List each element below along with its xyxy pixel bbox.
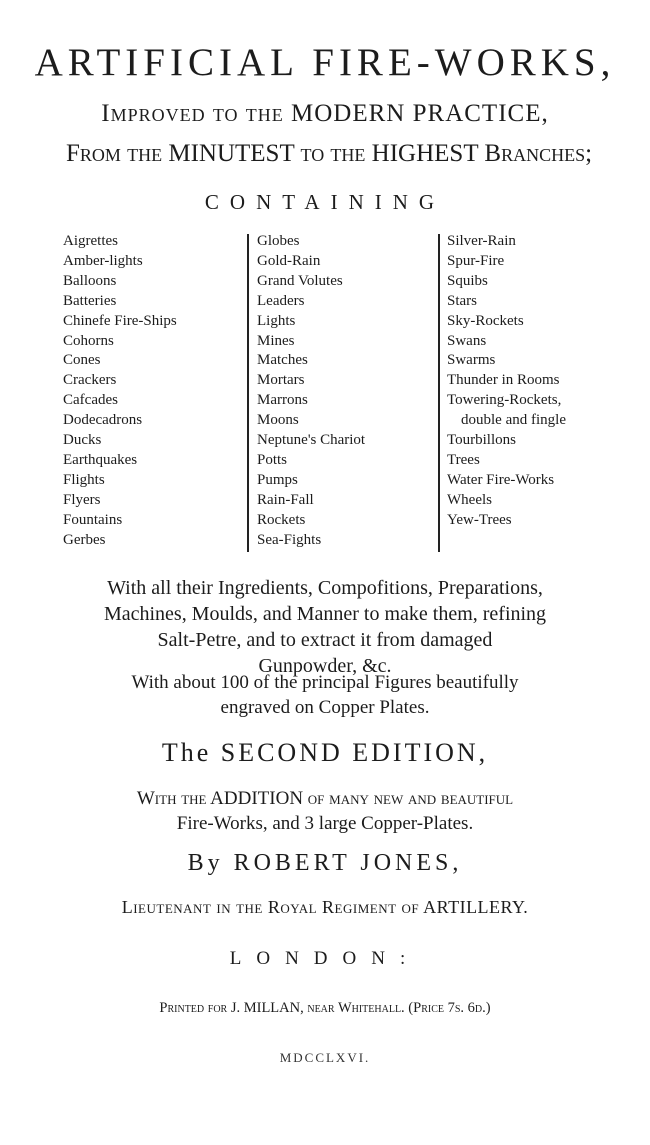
contents-item: Lights: [257, 312, 296, 329]
author-line: By ROBERT JONES,: [187, 850, 463, 876]
contents-item: Spur-Fire: [447, 252, 505, 269]
paragraph-line: With all their Ingredients, Compofitions, Preparations,: [107, 577, 543, 599]
imprint-date: MDCCLXVI.: [279, 1050, 371, 1065]
paragraph-line: Machines, Moulds, and Manner to make them, refining: [103, 603, 547, 625]
contents-item: Mortars: [257, 372, 305, 389]
contents-item: Mines: [257, 332, 295, 349]
contents-item: Yew-Trees: [447, 511, 512, 528]
edition-statement: The SECOND EDITION,: [161, 738, 489, 767]
contents-item: Ducks: [63, 432, 102, 449]
contents-item: Wheels: [447, 491, 492, 508]
contents-item: Batteries: [63, 292, 117, 309]
column-divider: [438, 234, 440, 552]
paragraph-line: engraved on Copper Plates.: [220, 697, 430, 718]
contents-column-2: [257, 232, 447, 551]
contents-item: Cafcades: [63, 392, 118, 409]
contents-item: Cohorns: [63, 332, 114, 349]
contents-item: Aigrettes: [63, 233, 118, 249]
contents-item: Neptune's Chariot: [257, 432, 366, 449]
contents-item: Towering-Rockets,: [447, 392, 562, 409]
contents-item: Dodecadrons: [63, 412, 143, 429]
paragraph-line: Fire-Works, and 3 large Copper-Plates.: [176, 813, 474, 834]
contents-item: Grand Volutes: [257, 272, 343, 289]
contents-item: Flyers: [63, 491, 101, 508]
addition-paragraph: [0, 786, 650, 836]
containing-heading: CONTAINING: [204, 190, 446, 214]
imprint-city: LONDON:: [229, 948, 421, 969]
contents-item: Thunder in Rooms: [447, 372, 560, 389]
contents-item: Flights: [63, 471, 105, 488]
contents-item: Silver-Rain: [447, 233, 516, 249]
contents-item: Chinefe Fire-Ships: [63, 312, 177, 329]
contents-item: Moons: [257, 412, 299, 429]
contents-item: Globes: [257, 233, 300, 249]
book-scope-line: From the MINUTEST to the HIGHEST Branches;: [65, 140, 593, 167]
ingredients-paragraph: [0, 575, 650, 679]
book-title: ARTIFICIAL FIRE-WORKS,: [34, 41, 616, 84]
paragraph-line: With about 100 of the principal Figures beautifully: [131, 672, 519, 693]
contents-item: Rain-Fall: [257, 491, 314, 508]
contents-item: Water Fire-Works: [447, 471, 555, 488]
contents-item: double and fingle: [461, 412, 566, 429]
contents-item: Balloons: [63, 272, 117, 289]
column-divider: [247, 234, 249, 552]
contents-item: Stars: [447, 292, 477, 309]
contents-item: Marrons: [257, 392, 308, 409]
contents-item: Amber-lights: [63, 252, 143, 269]
contents-item: Fountains: [63, 511, 123, 528]
author-rank: Lieutenant in the Royal Regiment of ARTILLERY.: [121, 897, 529, 917]
contents-item: Squibs: [447, 272, 488, 289]
contents-item: Trees: [447, 451, 480, 468]
contents-item: Gold-Rain: [257, 252, 321, 269]
contents-item: Potts: [257, 451, 288, 468]
imprint-publisher: Printed for J. MILLAN, near Whitehall. (Price 7s. 6d.): [159, 1000, 491, 1016]
paragraph-line: Gunpowder, &c.: [258, 655, 392, 677]
contents-column-3: [447, 232, 637, 531]
contents-column-1: [63, 232, 253, 551]
paragraph-line: With the ADDITION of many new and beautiful: [136, 788, 514, 809]
figures-paragraph: [0, 670, 650, 720]
contents-item: Matches: [257, 352, 308, 369]
contents-item: Rockets: [257, 511, 306, 528]
contents-item: Tourbillons: [447, 432, 516, 449]
contents-item: Cones: [63, 352, 101, 369]
contents-item: Sea-Fights: [257, 531, 322, 548]
book-subtitle: Improved to the MODERN PRACTICE,: [101, 100, 549, 127]
contents-item: Swarms: [447, 352, 496, 369]
contents-item: Leaders: [257, 292, 305, 309]
contents-item: Gerbes: [63, 531, 106, 548]
contents-item: Earthquakes: [63, 451, 138, 468]
contents-item: Swans: [447, 332, 487, 349]
contents-item: Pumps: [257, 471, 298, 488]
paragraph-line: Salt-Petre, and to extract it from damaged: [157, 629, 493, 651]
contents-item: Crackers: [63, 372, 117, 389]
contents-item: Sky-Rockets: [447, 312, 524, 329]
contents-list: [60, 232, 620, 562]
